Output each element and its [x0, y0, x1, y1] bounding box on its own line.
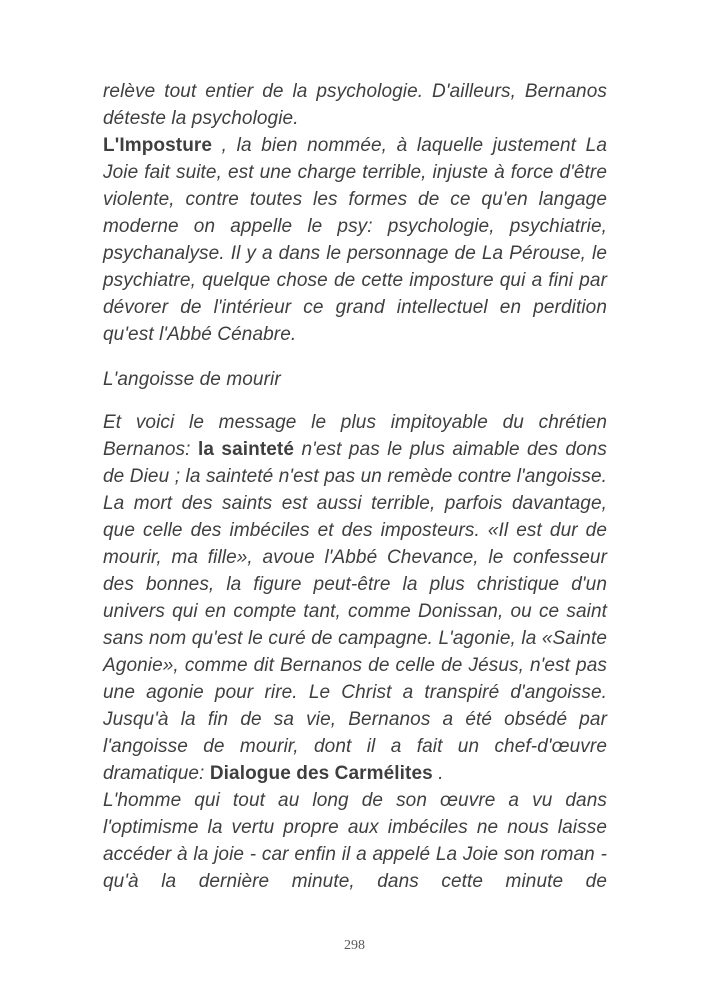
text-run-italic: relève tout entier de la psychologie. D'ailleurs, Bernanos déteste la psychologie. [103, 81, 607, 129]
text-run-italic: Et voici le message le plus impitoyable du chrétien Bernanos: [103, 412, 607, 460]
text-run-bold: Dialogue des Carmélites [209, 763, 433, 784]
page-number: 298 [344, 938, 365, 953]
paragraph [103, 409, 607, 787]
text-run-italic: L'angoisse de mourir [103, 369, 281, 390]
text-run-italic: n'est pas le plus aimable des dons de Dieu ; la sainteté n'est pas un remède contre l'angoisse. La mort des saints est aussi terrible, parfois davantage, que celle des imbéciles et des imposteurs. «Il est dur de mourir, ma fille», avoue l'Abbé Chevance, le confesseur des bonnes, la figure peut-être la plus christique d'un univers qui en compte tant, comme Donissan, ou ce saint sans nom qu'est le curé de campagne. L'agonie, la «Sainte Agonie», comme dit Bernanos de celle de Jésus, n'est pas une agonie pour rire. Le Christ a transpiré d'angoisse. Jusqu'à la fin de sa vie, Bernanos a été obsédé par l'angoisse de mourir, dont il a fait un chef-d'œuvre dramatique: [103, 439, 607, 784]
paragraph [103, 787, 607, 895]
text-run-bold: L'Imposture [103, 135, 213, 156]
text-run-italic: L'homme qui tout au long de son œuvre a vu dans l'optimisme la vertu propre aux imbéciles ne nous laisse accéder à la joie - car enfin il a appelé La Joie son roman - qu'à la dernière minute, dans cette minute de [103, 790, 607, 892]
section-heading [103, 366, 607, 393]
text-run-italic: . [432, 763, 444, 784]
paragraph [103, 78, 607, 132]
text-content [103, 78, 607, 895]
text-run-bold: la sainteté [197, 439, 295, 460]
paragraph [103, 132, 607, 348]
text-run-italic: , la bien nommée, à laquelle justement La Joie fait suite, est une charge terrible, injuste à force d'être violente, contre toutes les formes de ce qu'en langage moderne on appelle le psy: psychologie, psychiatrie, psychanalyse. Il y a dans le personnage de La Pérouse, le psychiatre, quelque chose de cette imposture qui a fini par dévorer de l'intérieur ce grand intellectuel en perdition qu'est l'Abbé Cénabre. [103, 135, 607, 345]
